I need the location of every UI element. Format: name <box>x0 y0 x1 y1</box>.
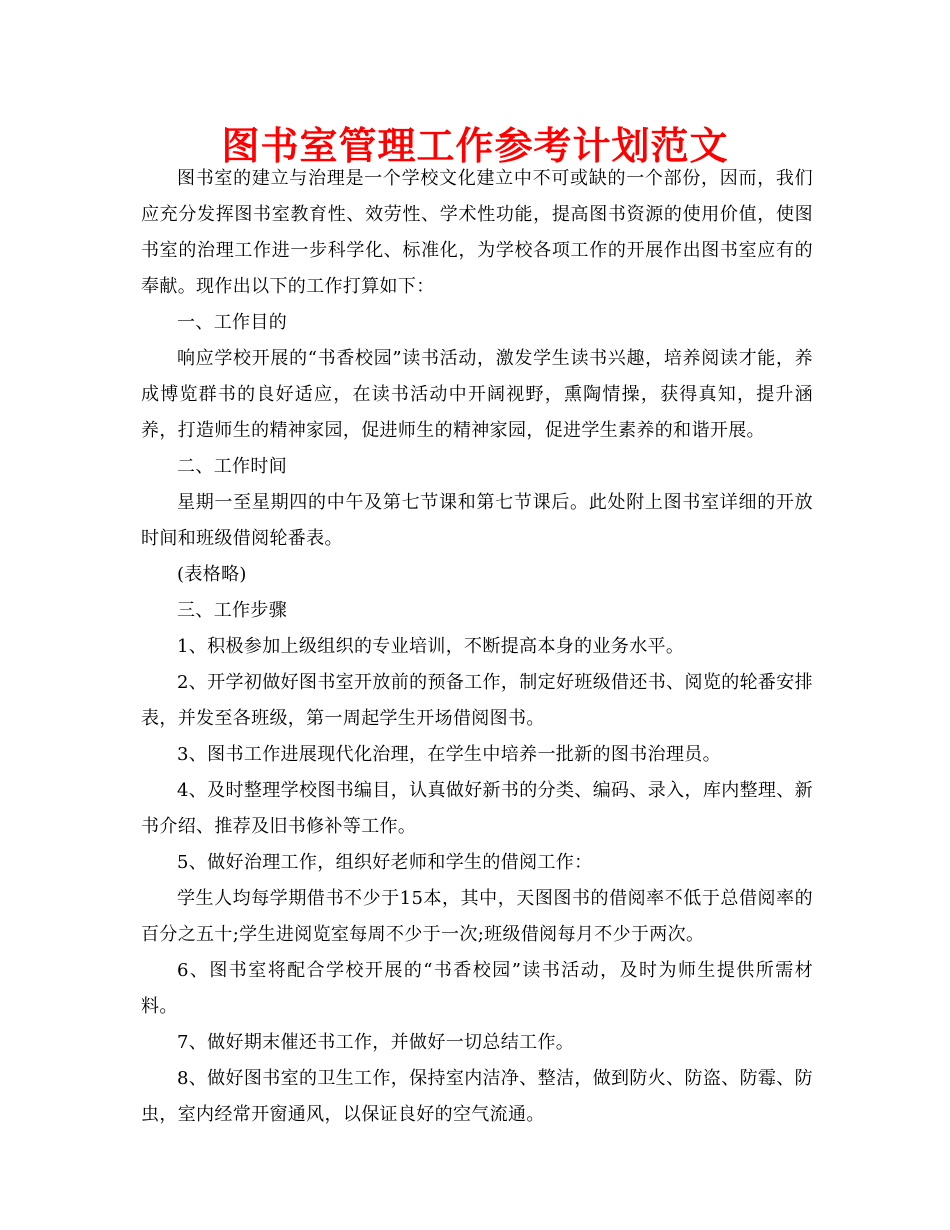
step-2: 2、开学初做好图书室开放前的预备工作，制定好班级借还书、阅览的轮番安排表，并发至各班级，第一周起学生开场借阅图书。 <box>141 672 813 729</box>
step-7: 7、做好期末催还书工作，并做好一切总结工作。 <box>177 1032 575 1053</box>
paragraph-table-omitted: (表格略) <box>177 564 247 585</box>
paragraph-work-purpose: 响应学校开展的“书香校园”读书活动，激发学生读书兴趣，培养阅读才能，养成博览群书的良好适应，在读书活动中开阔视野，熏陶情操，获得真知，提升涵养，打造师生的精神家园，促进师生的精神家园，促进学生素养的和谐开展。 <box>141 348 813 441</box>
paragraph-intro: 图书室的建立与治理是一个学校文化建立中不可或缺的一个部份，因而，我们应充分发挥图书室教育性、效劳性、学术性功能，提高图书资源的使用价值，使图书室的治理工作进一步科学化、标准化，为学校各项工作的开展作出图书室应有的奉献。现作出以下的工作打算如下： <box>141 168 813 297</box>
heading-work-time: 二、工作时间 <box>177 456 288 477</box>
document-title: 图书室管理工作参考计划范文 <box>221 123 729 168</box>
step-5-detail: 学生人均每学期借书不少于15本，其中，天图图书的借阅率不低于总借阅率的百分之五十;学生进阅览室每周不少于一次;班级借阅每月不少于两次。 <box>141 888 813 945</box>
step-1: 1、积极参加上级组织的专业培训，不断提高本身的业务水平。 <box>177 636 685 657</box>
step-6: 6、图书室将配合学校开展的“书香校园”读书活动，及时为师生提供所需材料。 <box>141 960 813 1017</box>
step-4: 4、及时整理学校图书编目，认真做好新书的分类、编码、录入，库内整理、新书介绍、推荐及旧书修补等工作。 <box>141 780 813 837</box>
heading-work-steps: 三、工作步骤 <box>177 600 288 621</box>
step-5: 5、做好治理工作，组织好老师和学生的借阅工作： <box>177 852 593 873</box>
heading-work-purpose: 一、工作目的 <box>177 312 288 333</box>
step-8: 8、做好图书室的卫生工作，保持室内洁净、整洁，做到防火、防盗、防霉、防虫，室内经常开窗通风，以保证良好的空气流通。 <box>141 1068 813 1125</box>
step-3: 3、图书工作进展现代化治理，在学生中培养一批新的图书治理员。 <box>177 744 721 765</box>
paragraph-work-time: 星期一至星期四的中午及第七节课和第七节课后。此处附上图书室详细的开放时间和班级借阅轮番表。 <box>141 492 813 549</box>
document-body <box>141 161 813 1133</box>
